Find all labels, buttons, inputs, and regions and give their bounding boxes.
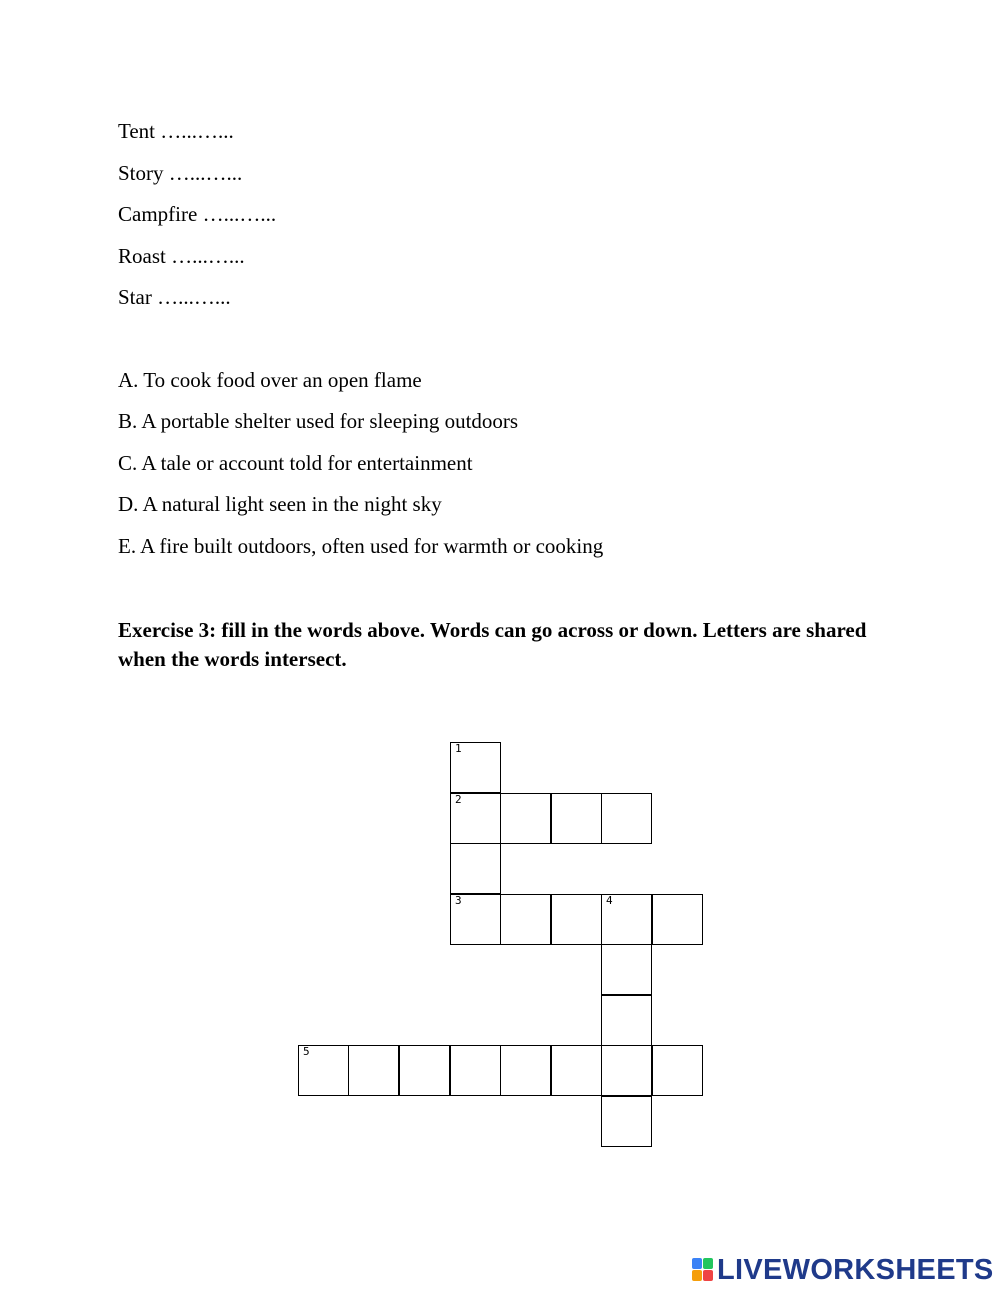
crossword-cell[interactable] <box>298 1045 349 1096</box>
word-label: Campfire <box>118 202 198 226</box>
word-label: Story <box>118 161 164 185</box>
word-item-star <box>118 285 231 309</box>
crossword-cell[interactable] <box>652 1045 703 1096</box>
answer-blank[interactable]: …...…... <box>171 244 245 268</box>
clue-number: 4 <box>606 894 613 907</box>
crossword-cell[interactable] <box>601 1045 652 1096</box>
definition-b: B. A portable shelter used for sleeping outdoors <box>118 409 519 433</box>
clue-number: 2 <box>455 793 462 806</box>
crossword-cell[interactable] <box>551 1045 602 1096</box>
word-item-campfire <box>118 202 276 226</box>
logo-square-red <box>703 1270 713 1281</box>
crossword-cell[interactable] <box>551 894 602 945</box>
answer-blank[interactable]: …...…... <box>157 285 231 309</box>
word-label: Tent <box>118 119 156 143</box>
clue-number: 3 <box>455 894 462 907</box>
liveworksheets-logo-icon <box>692 1258 714 1282</box>
clue-number: 5 <box>303 1045 310 1058</box>
crossword-cell[interactable] <box>601 1096 652 1147</box>
crossword-cell[interactable] <box>652 894 703 945</box>
liveworksheets-logo <box>692 1253 994 1287</box>
answer-blank[interactable]: …...…... <box>168 161 243 185</box>
logo-square-orange <box>692 1270 702 1281</box>
clue-number: 1 <box>455 742 462 755</box>
crossword-cell[interactable] <box>450 793 501 844</box>
crossword-cell[interactable] <box>500 1045 551 1096</box>
crossword-cell[interactable] <box>450 742 501 793</box>
word-label: Roast <box>118 244 166 268</box>
logo-square-blue <box>692 1258 702 1269</box>
logo-square-green <box>703 1258 713 1269</box>
crossword-cell[interactable] <box>601 894 652 945</box>
definition-a: A. To cook food over an open flame <box>118 368 422 392</box>
crossword-cell[interactable] <box>601 793 652 844</box>
crossword-cell[interactable] <box>601 944 652 995</box>
crossword-cell[interactable] <box>500 894 551 945</box>
definition-e: E. A fire built outdoors, often used for warmth or cooking <box>118 534 604 558</box>
answer-blank[interactable]: …...…... <box>160 119 234 143</box>
answer-blank[interactable]: …...…... <box>202 202 277 226</box>
crossword-cell[interactable] <box>450 843 501 894</box>
word-item-roast <box>118 244 245 268</box>
definition-c: C. A tale or account told for entertainment <box>118 451 473 475</box>
crossword-cell[interactable] <box>450 894 501 945</box>
crossword-cell[interactable] <box>601 995 652 1046</box>
crossword-cell[interactable] <box>500 793 551 844</box>
logo-text: LIVEWORKSHEETS <box>717 1254 994 1286</box>
crossword-cell[interactable] <box>399 1045 450 1096</box>
word-item-story <box>118 161 242 185</box>
word-label: Star <box>118 285 152 309</box>
crossword-cell[interactable] <box>551 793 602 844</box>
definition-d: D. A natural light seen in the night sky <box>118 492 442 516</box>
exercise-instructions: Exercise 3: fill in the words above. Words can go across or down. Letters are shared when the words intersect. <box>118 618 867 671</box>
crossword-cell[interactable] <box>450 1045 501 1096</box>
crossword-cell[interactable] <box>348 1045 399 1096</box>
word-item-tent <box>118 119 234 143</box>
